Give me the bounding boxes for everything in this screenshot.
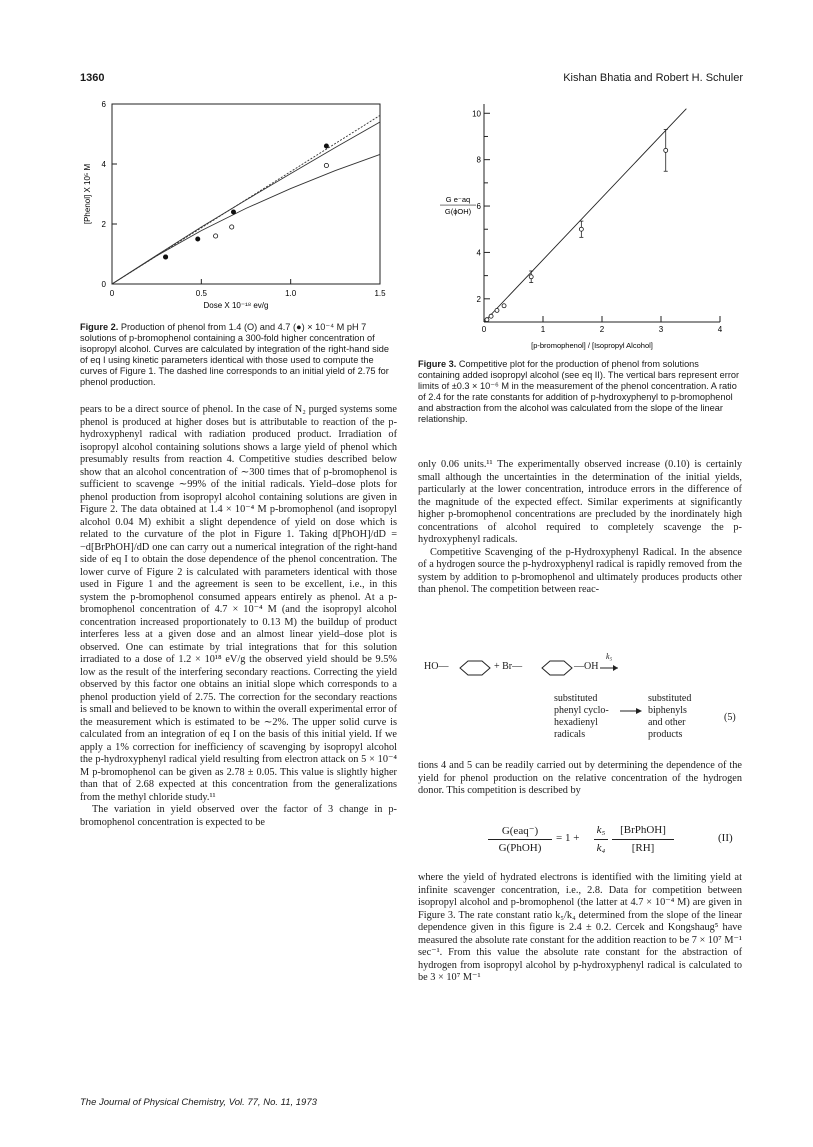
fig3-point bbox=[529, 275, 533, 279]
left-paragraph-2: The variation in yield observed over the factor of 3 change in p-bromophenol concentration is expected to be bbox=[80, 804, 397, 828]
fig3-y-tick-label: 2 bbox=[476, 294, 481, 304]
right-paragraph-3: tions 4 and 5 can be readily carried out by determining the dependence of the yield for phenol production on the relative concentration of the hydrogen donor. This competition is described by bbox=[418, 760, 742, 796]
scheme-k5: k₅ bbox=[606, 652, 613, 661]
right-paragraph-4: where the yield of hydrated electrons is identified with the limiting yield at infinite scavenger concentration, i.e., 2.8. Data for competition between isopropyl alcohol and p-bromophenol (the latter at 4.7 × 10⁻⁴ M) are given in Figure 3. The rate constant ratio k₅/k₄ determined from the slope of the linear dependence given in this figure is 2.4 ± 0.2. Cercek and Kongshaug⁵ have measured the absolute rate constant for the addition reaction to be 7 × 10⁷ M⁻¹ sec⁻¹. From this value the absolute rate constant for the abstraction of hydrogen from isopropyl alcohol by p-hydroxyphenyl radical is calculated to be 3 × 10⁷ M⁻¹ bbox=[418, 872, 742, 983]
figure-3-caption-text: Competitive plot for the production of phenol from solutions containing added isopropyl alcohol (see eq II). The vertical bars represent error limits of ±0.3 × 10⁻⁶ M in the measurement of the phenol concentration. A ratio of 2.4 for the rate constants for addition of p-hydroxyphenyl to p-bromophenol and abstraction from the alcohol was calculated from the slope of the linear relationship. bbox=[418, 359, 740, 424]
scheme-left-line-4: radicals bbox=[554, 729, 586, 740]
scheme-left-products bbox=[554, 693, 609, 741]
fig3-y-tick-label: 8 bbox=[476, 155, 481, 165]
right-paragraph-1: only 0.06 units.¹¹ The experimentally observed increase (0.10) is certainly small although the uncertainties in the determination of the initial yields, particularly at the lower concentration, introduce errors in the difference of the magnitude of the expected effect. Similar experiments at significantly higher p-bromophenol concentrations are precluded by the inordinately high concentrations of alcohol required to completely scavenge the p-hydroxyphenyl radicals. bbox=[418, 459, 742, 545]
fig2-y-tick-label: 4 bbox=[101, 160, 106, 169]
page-number: 1360 bbox=[80, 72, 105, 84]
right-column-top bbox=[418, 459, 742, 597]
fig2-point-filled bbox=[164, 255, 168, 259]
fig2-dashed-line bbox=[112, 115, 380, 284]
eq-lhs-numerator: G(eaq⁻) bbox=[501, 825, 539, 837]
scheme-left-line-2: phenyl cyclo- bbox=[554, 705, 609, 716]
fig3-point bbox=[489, 314, 493, 318]
fig2-point-filled bbox=[196, 237, 200, 241]
fig2-point-open bbox=[230, 225, 234, 229]
fig2-x-axis-label: Dose X 10⁻¹⁸ ev/g bbox=[203, 301, 269, 310]
right-paragraph-2: Competitive Scavenging of the p-Hydroxyphenyl Radical. In the absence of a hydrogen source the p-hydroxyphenyl radical is rapidly removed from the system by addition to p-bromophenol and ultimately produces products other than phenol. The competition between reac- bbox=[418, 546, 742, 595]
fig3-y-label-bottom: G(ϕOH) bbox=[444, 207, 472, 217]
scheme-right-line-2: biphenyls bbox=[648, 705, 687, 716]
left-paragraph-1: pears to be a direct source of phenol. In the case of N₂ purged systems some phenol is produced at higher doses but is attributable to reaction of the p-hydroxyphenyl radical with radiation produced product. Irradiation of isopropyl alcohol containing solutions shows a large yield of phenol which presumably results from reaction 4. Competitive studies described below show that an alcohol concentration of ∼300 times that of p-bromophenol is sufficient to scavenge ∼99% of the initial radicals. Yield–dose plots for phenol production from isopropyl alcohol containing solutions are given in Figure 2. The data obtained at 1.4 × 10⁻⁴ M p-bromophenol (and isopropyl alcohol 0.04 M) exhibit a slight dependence of yield on dose which is related to the curvature of the plot in Figure 1. Taking d[PhOH]/dD = −d[BrPhOH]/dD one can carry out a numerical integration of the right-hand side of eq I to obtain the dose dependence of the phenol concentration. The lower curve of Figure 2 is calculated with parameters identical with those used in Figure 1 and the agreement is seen to be excellent, i.e., in this system the p-bromophenol consumed appears entirely as phenol. At a p-bromophenol concentration of 4.7 × 10⁻⁴ M (and the isopropyl alcohol concentration increased proportionately to 0.13 M) the buildup of product interferes less at a given dose and an almost linear yield–dose plot is observed. One can estimate by trial integrations that for this solution irradiated to a dose of 1.2 × 10¹⁸ eV/g the observed yield should be 9.5% low as the result of the interfering secondary reactions. Correcting the yield observed by this factor one obtains an initial slope which corresponds to a phenol production yield of 2.75. The correction for the secondary reactions is small and believed to be known to within the overall experimental error of the measurement which is estimated to be ∼2%. The upper solid curve is calculated from an integration of eq I on the basis of this initial yield. If we apply a 1% correction for inefficiency of scavenging by isopropyl alcohol the p-hydroxyphenyl radical yield resulting from electron attack on 5 × 10⁻⁴ M p-bromophenol can be given as 2.78 ± 0.05. This value is slightly higher than that of 2.68 expected at this concentration from the generalizations from the methyl chloride study.¹¹ bbox=[80, 404, 397, 803]
scheme-plus-br: + Br— bbox=[494, 661, 523, 672]
fig2-point-open bbox=[324, 163, 328, 167]
fig2-point-open bbox=[214, 234, 218, 238]
fig2-x-tick-label: 0 bbox=[109, 289, 115, 298]
scheme-ho: HO— bbox=[424, 661, 449, 672]
fig3-point bbox=[495, 308, 499, 312]
figure-3-caption bbox=[418, 359, 742, 425]
scheme-right-products bbox=[648, 693, 691, 741]
fig2-y-tick-label: 6 bbox=[101, 100, 106, 109]
fig3-point bbox=[579, 227, 583, 231]
fig3-point bbox=[485, 318, 489, 322]
fig2-plot-frame bbox=[112, 104, 380, 284]
eq-equals-one-plus: = 1 + bbox=[556, 832, 580, 844]
fig2-y-axis-label: [Phenol] X 10⁵ M bbox=[83, 163, 92, 225]
journal-footer: The Journal of Physical Chemistry, Vol. 77, No. 11, 1973 bbox=[80, 1097, 317, 1108]
fig3-point bbox=[664, 148, 668, 152]
fig3-x-tick-label: 4 bbox=[717, 325, 723, 334]
fig2-y-tick-label: 2 bbox=[101, 220, 106, 229]
running-header-authors: Kishan Bhatia and Robert H. Schuler bbox=[563, 72, 743, 84]
figure-2-chart bbox=[80, 96, 400, 318]
scheme-right-line-3: and other bbox=[648, 717, 686, 728]
scheme-right-line-1: substituted bbox=[648, 693, 692, 704]
fig2-x-tick-label: 0.5 bbox=[195, 289, 207, 298]
fig2-x-tick-label: 1.5 bbox=[374, 289, 386, 298]
fig3-x-tick-label: 1 bbox=[540, 325, 546, 334]
fig3-y-label-top: G e⁻aq bbox=[445, 195, 471, 205]
scheme-oh: —OH bbox=[574, 661, 599, 672]
fig3-x-tick-label: 3 bbox=[658, 325, 664, 334]
scheme-equation-number: (5) bbox=[724, 712, 736, 723]
figure-2-caption-label: Figure 2. bbox=[80, 322, 119, 332]
eq-k-numerator: k₅ bbox=[596, 824, 606, 836]
fig3-y-tick-label: 10 bbox=[472, 109, 481, 119]
fig2-point-filled bbox=[231, 210, 235, 214]
fig2-y-tick-label: 0 bbox=[101, 280, 106, 289]
eq-c-numerator: [BrPhOH] bbox=[620, 824, 666, 836]
figure-3-caption-label: Figure 3. bbox=[418, 359, 457, 369]
figure-3-chart bbox=[424, 94, 744, 354]
left-column bbox=[80, 404, 397, 829]
fig2-curve-1 bbox=[112, 154, 380, 284]
fig3-x-axis-label: [p-bromophenol] / [Isopropyl Alcohol] bbox=[531, 341, 653, 350]
fig2-point-filled bbox=[324, 144, 328, 148]
right-column-bottom bbox=[418, 872, 742, 985]
fig3-fit-line bbox=[484, 109, 686, 322]
figure-2-caption bbox=[80, 322, 396, 388]
scheme-left-line-3: hexadienyl bbox=[554, 717, 598, 728]
fig3-y-tick-label: 4 bbox=[476, 248, 481, 258]
eq-c-denominator: [RH] bbox=[631, 842, 655, 854]
scheme-arrow-2 bbox=[620, 706, 644, 716]
fig3-x-tick-label: 0 bbox=[481, 325, 487, 334]
fig2-curve-2 bbox=[112, 122, 380, 284]
fig3-x-tick-label: 2 bbox=[599, 325, 605, 334]
figure-2-caption-text: Production of phenol from 1.4 (O) and 4.7 (●) × 10⁻⁴ M pH 7 solutions of p-bromophenol containing a 300-fold higher concentration of isopropyl alcohol. Curves are calculated by integration of the right-hand side of eq I using kinetic parameters identical with those used to compute the curves of Figure 1. The dashed line corresponds to an initial yield of 2.75 for phenol production. bbox=[80, 322, 389, 387]
eq-k-denominator: k₄ bbox=[596, 842, 606, 854]
equation-II bbox=[424, 818, 744, 868]
scheme-left-line-1: substituted bbox=[554, 693, 598, 704]
fig2-x-tick-label: 1.0 bbox=[285, 289, 297, 298]
eq-lhs-denominator: G(PhOH) bbox=[498, 842, 542, 854]
right-column-mid bbox=[418, 760, 742, 798]
eq-number: (II) bbox=[718, 832, 733, 844]
scheme-right-line-4: products bbox=[648, 729, 683, 740]
fig3-y-tick-label: 6 bbox=[476, 202, 481, 212]
fig3-point bbox=[502, 304, 506, 308]
